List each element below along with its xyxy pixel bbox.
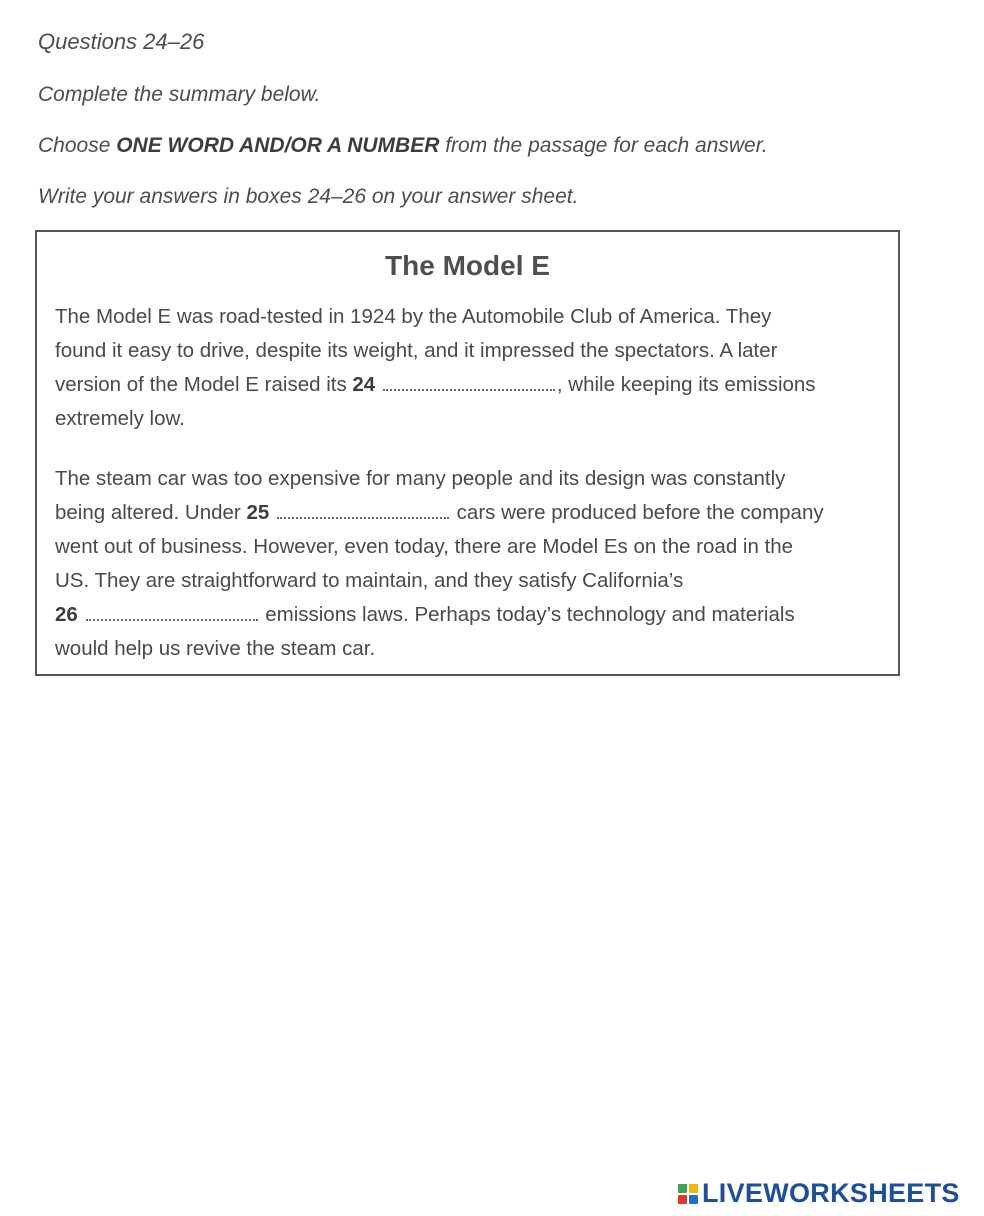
paragraph-2-line-1: The steam car was too expensive for many people and its design was constantly [55,467,786,490]
paragraph-1-line-3 [55,368,885,402]
gap-number-24: 24 [352,373,376,396]
instruction-word-limit-bold: ONE WORD AND/OR A NUMBER [116,134,440,157]
paragraph-2-line-5-tail: emissions laws. Perhaps today’s technology and materials [259,603,795,626]
paragraph-1-line-2: found it easy to drive, despite its weight, and it impressed the spectators. A later [55,339,778,362]
paragraph-1-line-1: The Model E was road-tested in 1924 by the Automobile Club of America. They [55,305,772,328]
paragraph-2-line-2 [55,496,885,530]
logo-mark-tile-3 [678,1195,687,1204]
paragraph-2-line-2-tail: cars were produced before the company [450,501,824,524]
logo-mark-tile-4 [689,1195,698,1204]
logo-mark-tile-1 [678,1184,687,1193]
summary-box [35,230,900,676]
answer-blank-26[interactable] [86,605,258,621]
summary-paragraph-2 [55,462,885,666]
paragraph-2-line-5 [55,598,885,632]
instruction-word-limit [38,134,768,158]
instruction-word-limit-post: from the passage for each answer. [439,134,768,157]
logo-mark-icon [678,1184,698,1204]
questions-heading: Questions 24–26 [38,29,205,54]
answer-blank-25[interactable] [277,503,449,519]
gap-number-25: 25 [246,501,270,524]
instruction-answer-sheet: Write your answers in boxes 24–26 on your answer sheet. [38,185,579,208]
paragraph-2-line-6: would help us revive the steam car. [55,637,376,660]
instruction-word-limit-pre: Choose [38,134,117,157]
instruction-complete-summary: Complete the summary below. [38,83,321,106]
liveworksheets-logo [678,1178,960,1209]
paragraph-2-line-4: US. They are straightforward to maintain, and they satisfy California’s [55,569,684,592]
summary-title: The Model E [385,250,550,281]
answer-blank-24[interactable] [383,375,555,391]
paragraph-1-line-4: extremely low. [55,407,185,430]
logo-mark-tile-2 [689,1184,698,1193]
summary-paragraph-1 [55,300,885,436]
logo-text: LIVEWORKSHEETS [702,1178,960,1208]
gap-number-26: 26 [55,603,78,626]
paragraph-1-line-3-text: version of the Model E raised its [55,373,353,396]
paragraph-2-line-3: went out of business. However, even today, there are Model Es on the road in the [55,535,794,558]
paragraph-1-line-3-tail: , while keeping its emissions [556,373,816,396]
paragraph-2-line-2-text: being altered. Under [55,501,247,524]
